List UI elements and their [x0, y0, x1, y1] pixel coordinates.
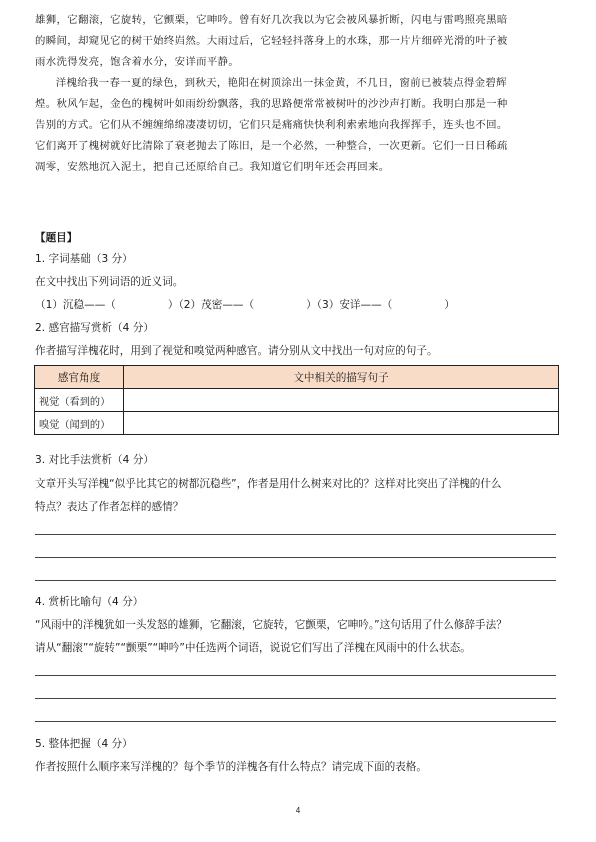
passage-line: 告别的方式。它们从不缠缠绵绵凄凄切切，它们只是痛痛快快利利索索地向我挥挥手，连头也不回。	[35, 119, 508, 131]
page-number: 4	[295, 806, 301, 815]
answer-line[interactable]	[35, 721, 556, 722]
answer-line[interactable]	[35, 698, 556, 699]
answer-line[interactable]	[35, 534, 556, 535]
q1-close: ）	[444, 299, 455, 311]
q4-prompt-line: 请从“翻滚”“旋转”“颤栗”“呻吟”中任选两个词语，说说它们写出了洋槐在风雨中的什么状态。	[35, 642, 471, 654]
table-header-sentences: 文中相关的描写句子	[124, 366, 559, 389]
table-row	[35, 412, 559, 435]
answer-cell-smell[interactable]	[124, 412, 559, 435]
q3-prompt-line: 文章开头写洋槐“似乎比其它的树都沉稳些”，作者是用什么树来对比的？这样对比突出了洋槐的什么	[35, 478, 502, 490]
q1-title: 1. 字词基础（3 分）	[35, 253, 133, 265]
answer-line[interactable]	[35, 557, 556, 558]
q5-prompt: 作者按照什么顺序来写洋槐的？每个季节的洋槐各有什么特点？请完成下面的表格。	[35, 761, 427, 773]
passage-line: 雄狮，它翻滚，它旋转，它颤栗，它呻吟。曾有好几次我以为它会被风暴折断，闪电与雷鸣照亮黑暗	[35, 14, 508, 26]
table-header-row	[35, 366, 559, 389]
q4-title: 4. 赏析比喻句（4 分）	[35, 596, 144, 608]
passage-line: 煌。秋风乍起，金色的槐树叶如雨纷纷飘落，我的思路便常常被树叶的沙沙声打断。我明白那是一种	[35, 98, 508, 110]
q1-item-3: ）（3）安详——（	[306, 299, 393, 311]
table-row	[35, 389, 559, 412]
passage-line: 凋零，安然地沉入泥土，把自己还原给自己。我知道它们明年还会再回来。	[35, 161, 390, 173]
q3-title: 3. 对比手法赏析（4 分）	[35, 454, 154, 466]
row-label-smell: 嗅觉（闻到的）	[35, 412, 124, 435]
q4-prompt-line: “风雨中的洋槐犹如一头发怒的雄狮，它翻滚，它旋转，它颤栗，它呻吟。”这句话用了什么修辞手法？	[35, 619, 507, 631]
answer-cell-sight[interactable]	[124, 389, 559, 412]
answer-line[interactable]	[35, 675, 556, 676]
row-label-sight: 视觉（看到的）	[35, 389, 124, 412]
q3-prompt-line: 特点？表达了作者怎样的感情？	[35, 501, 184, 513]
q2-title: 2. 感官描写赏析（4 分）	[35, 322, 154, 334]
table-header-angle: 感官角度	[35, 366, 124, 389]
passage-line: 雨水洗得发亮，饱含着水分，安详而平静。	[35, 56, 240, 68]
q1-item-1: （1）沉稳——（	[35, 299, 116, 311]
sense-table	[34, 365, 559, 435]
q1-items	[35, 297, 565, 313]
q2-prompt: 作者描写洋槐花时，用到了视觉和嗅觉两种感官。请分别从文中找出一句对应的句子。	[35, 345, 438, 357]
questions-heading: 【题目】	[35, 232, 78, 244]
reading-passage	[35, 10, 565, 178]
q1-item-2: ）（2）茂密——（	[167, 299, 255, 311]
passage-line: 洋槐给我一春一夏的绿色，到秋天，艳阳在树顶涂出一抹金黄，不几日，窗前已被装点得金碧辉	[55, 77, 507, 89]
passage-line: 的瞬间，却窥见它的树干始终岿然。大雨过后，它轻轻抖落身上的水珠，那一片片细碎光滑的叶子被	[35, 35, 508, 47]
answer-line[interactable]	[35, 580, 556, 581]
q1-prompt: 在文中找出下列词语的近义词。	[35, 276, 184, 288]
q5-title: 5. 整体把握（4 分）	[35, 738, 133, 750]
passage-line: 它们离开了槐树就好比清除了衰老抛去了陈旧，是一个必然，一种整合，一次更新。它们一日日稀疏	[35, 140, 508, 152]
